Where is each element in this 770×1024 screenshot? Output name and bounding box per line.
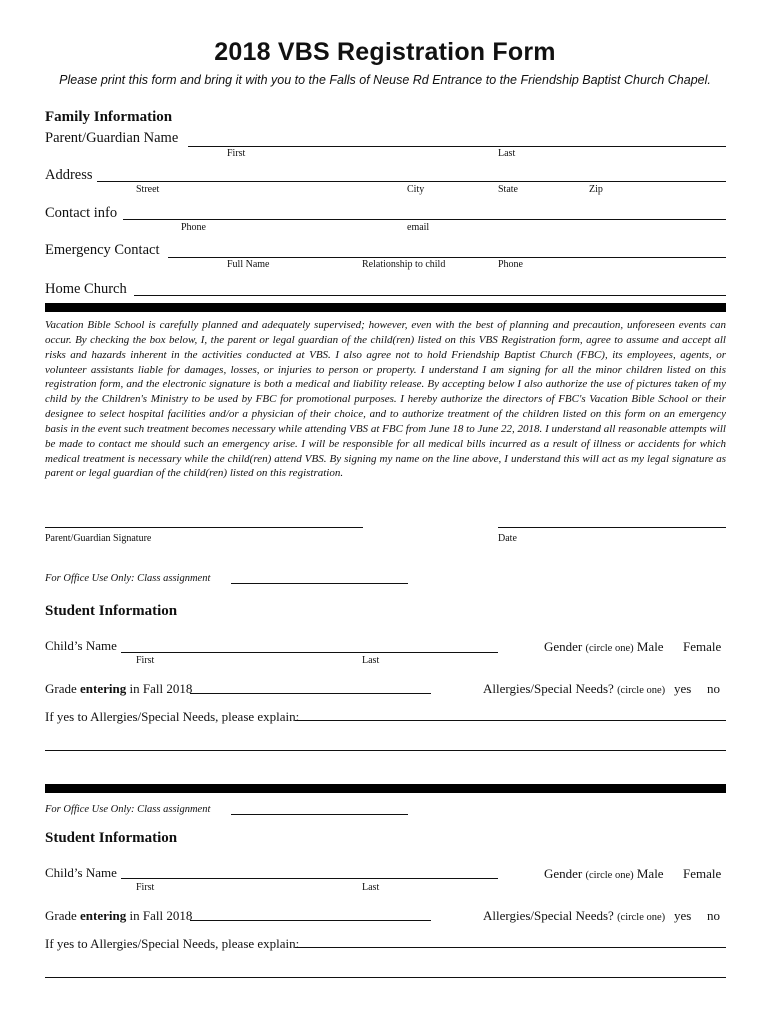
parent-first-caption: First [227, 148, 246, 159]
child-name-label: Child’s Name [45, 865, 117, 880]
student-info-heading: Student Information [45, 830, 178, 846]
explain-label: If yes to Allergies/Special Needs, please explain: [45, 709, 300, 724]
emergency-field[interactable] [168, 257, 726, 258]
home-church-field[interactable] [134, 295, 726, 296]
child-name-field[interactable] [121, 878, 498, 879]
explain-label: If yes to Allergies/Special Needs, please explain: [45, 936, 300, 951]
grade-entering: entering [80, 908, 127, 923]
child-name-field[interactable] [121, 652, 498, 653]
allergies-circle-one: (circle one) [617, 912, 666, 923]
allergies-no-option[interactable]: no [707, 681, 720, 696]
form-title: 2018 VBS Registration Form [214, 38, 556, 66]
state-caption: State [498, 184, 518, 195]
grade-suffix: in Fall 2018 [126, 681, 193, 696]
gender-group [544, 639, 664, 655]
full-name-caption: Full Name [227, 259, 270, 270]
allergies-no-option[interactable]: no [707, 908, 720, 923]
child-first-caption: First [136, 882, 155, 893]
allergies-label: Allergies/Special Needs? [483, 681, 614, 696]
relationship-caption: Relationship to child [362, 259, 446, 270]
class-assignment-field[interactable] [231, 814, 408, 815]
office-use-label: For Office Use Only: Class assignment [45, 573, 211, 584]
grade-prefix: Grade [45, 908, 81, 923]
phone-caption: Phone [181, 222, 206, 233]
email-caption: email [407, 222, 430, 233]
signature-field[interactable] [45, 527, 363, 528]
allergies-label: Allergies/Special Needs? [483, 908, 614, 923]
gender-circle-one: (circle one) [585, 643, 634, 654]
class-assignment-field[interactable] [231, 583, 408, 584]
allergies-group [483, 681, 665, 697]
allergies-yes-option[interactable]: yes [674, 908, 692, 923]
grade-entering: entering [80, 681, 127, 696]
grade-prefix: Grade [45, 681, 81, 696]
grade-suffix: in Fall 2018 [126, 908, 193, 923]
signature-caption: Parent/Guardian Signature [45, 533, 152, 544]
form-subtitle: Please print this form and bring it with you to the Falls of Neuse Rd Entrance to the Friendship Baptist Church Chapel. [59, 73, 711, 87]
address-field[interactable] [97, 181, 726, 182]
street-caption: Street [136, 184, 160, 195]
date-caption: Date [498, 533, 517, 544]
grade-field[interactable] [190, 693, 431, 694]
city-caption: City [407, 184, 425, 195]
student-divider [45, 784, 726, 793]
section-divider [45, 303, 726, 312]
allergies-yes-option[interactable]: yes [674, 681, 692, 696]
child-last-caption: Last [362, 655, 380, 666]
student-info-heading: Student Information [45, 603, 178, 619]
office-use-label: For Office Use Only: Class assignment [45, 804, 211, 815]
child-last-caption: Last [362, 882, 380, 893]
allergies-group [483, 908, 665, 924]
parent-name-field[interactable] [188, 146, 726, 147]
explain-field-line-2[interactable] [45, 750, 726, 751]
grade-label [45, 681, 192, 697]
home-church-label: Home Church [45, 281, 127, 297]
explain-field[interactable] [295, 947, 726, 948]
date-field[interactable] [498, 527, 726, 528]
emergency-label: Emergency Contact [45, 242, 160, 258]
allergies-circle-one: (circle one) [617, 685, 666, 696]
family-info-heading: Family Information [45, 109, 173, 125]
emergency-phone-caption: Phone [498, 259, 523, 270]
gender-label: Gender [544, 866, 583, 881]
waiver-text: Vacation Bible School is carefully planned and adequately supervised; however, even with the best of planning and precaution, unforeseen events can occur. By checking the box below, I, the parent or legal guardian of the child(ren) listed on this VBS Registration form, agree to assume and accept all risks and hazards inherent in the activities conducted at VBS. I also agree not to hold Friendship Baptist Church (FBC), its employees, agents, or volunteer assistants liable for damages, losses, or injuries to person or property. I understand I am signing for all the minor children listed on this registration form, and the electronic signature is both a medical and liability release. By accepting below I also authorize the use of pictures taken of my child by the Children's Ministry to be used by FBC for promotional purposes. I hereby authorize the directors of FBC's Vacation Bible School or their designee to select hospital facilities and/or a physician of their choice, and to authorize treatment of the children listed on this form on an emergency basis in the event such treatment becomes necessary while attending VBS at FBC from June 18 to June 22, 2018. I understand all reasonable attempts will be made to contact me should such an emergency arise. I will be responsible for all medical bills incurred as a result of illness or accidents for which medical treatment is necessary while the child(ren) attend VBS. By signing my name on the line above, I understand this will act as my legal signature as parent or legal guardian of the child(ren) listed on this registration. [45, 319, 726, 480]
grade-field[interactable] [190, 920, 431, 921]
gender-label: Gender [544, 639, 583, 654]
child-first-caption: First [136, 655, 155, 666]
zip-caption: Zip [589, 184, 603, 195]
contact-label: Contact info [45, 205, 118, 221]
grade-label [45, 908, 192, 924]
contact-field[interactable] [123, 219, 726, 220]
gender-group [544, 866, 664, 882]
gender-female-option[interactable]: Female [683, 866, 722, 881]
child-name-label: Child’s Name [45, 638, 117, 653]
parent-name-label: Parent/Guardian Name [45, 130, 179, 146]
parent-last-caption: Last [498, 148, 516, 159]
gender-circle-one: (circle one) [585, 870, 634, 881]
gender-female-option[interactable]: Female [683, 639, 722, 654]
explain-field-line-2[interactable] [45, 977, 726, 978]
gender-male-option[interactable]: Male [636, 639, 664, 654]
gender-male-option[interactable]: Male [636, 866, 664, 881]
explain-field[interactable] [295, 720, 726, 721]
address-label: Address [45, 167, 93, 183]
